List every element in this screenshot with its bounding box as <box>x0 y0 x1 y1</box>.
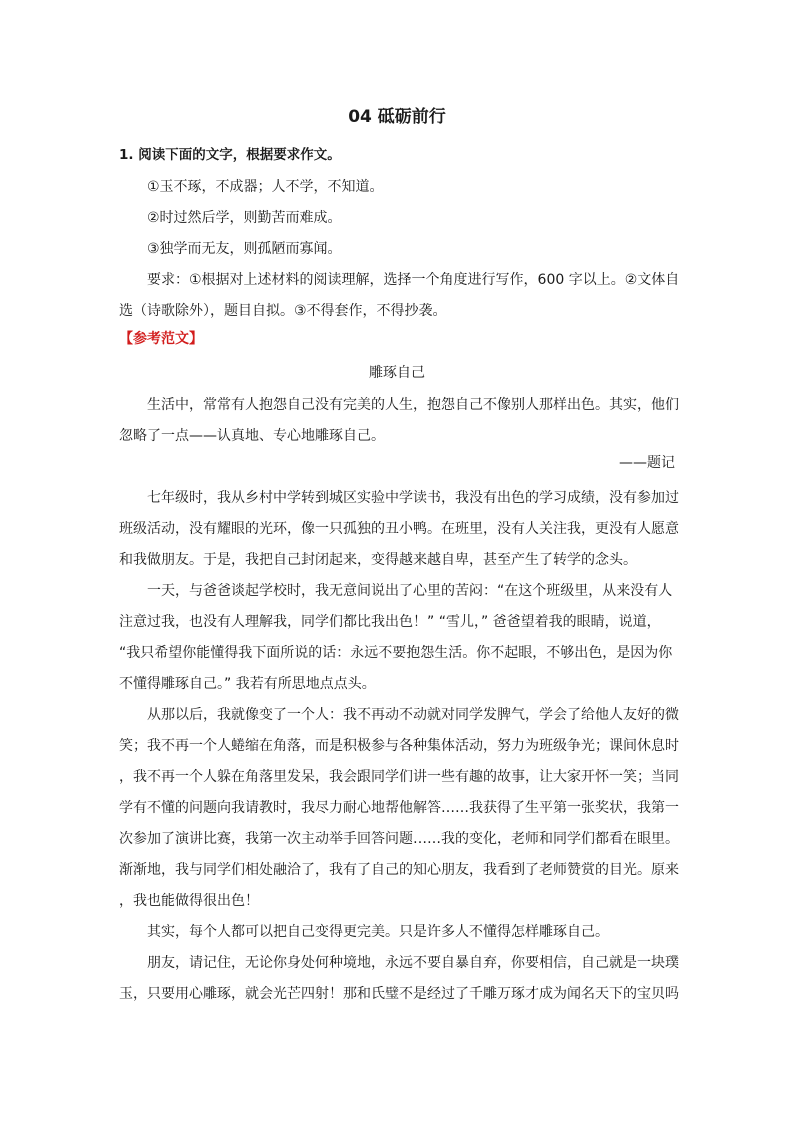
essay-paragraph-1 <box>119 483 679 576</box>
material-line: ③独学而无友，则孤陋而寡闻。 <box>147 241 342 257</box>
essay-line: 玉，只要用心雕琢，就会光芒四射！那和氏璧不是经过了千雕万琢才成为闻名天下的宝贝吗 <box>119 986 679 1002</box>
epigraph: ——题记 <box>619 455 675 471</box>
essay-line: 学有不懂的问题向我请教时，我尽力耐心地帮他解答……我获得了生平第一张奖状，我第一 <box>119 800 679 816</box>
essay-line: ，我不再一个人躲在角落里发呆，我会跟同学们讲一些有趣的故事，让大家开怀一笑；当同 <box>119 769 679 785</box>
essay-line: 忽略了一点——认真地、专心地雕琢自己。 <box>119 428 385 444</box>
essay-line: 渐渐地，我与同学们相处融洽了，我有了自己的知心朋友，我看到了老师赞赏的目光。原来 <box>119 862 679 878</box>
essay-line: 生活中，常常有人抱怨自己没有完美的人生，抱怨自己不像别人那样出色。其实，他们 <box>147 397 679 413</box>
requirement-line: 选（诗歌除外），题目自拟。③不得套作，不得抄袭。 <box>119 303 447 319</box>
requirements-block <box>119 265 680 327</box>
essay-paragraph-4 <box>119 917 675 948</box>
essay-line: 班级活动，没有耀眼的光环，像一只孤独的丑小鸭。在班里，没有人关注我，更没有人愿意 <box>119 521 679 537</box>
essay-line: “我只希望你能懂得我下面所说的话：永远不要抱怨生活。你不起眼，不够出色，是因为你 <box>119 645 673 661</box>
essay-paragraph-3 <box>119 700 679 917</box>
essay-line: 从那以后，我就像变了一个人：我不再动不动就对同学发脾气，学会了给他人友好的微 <box>147 707 679 723</box>
essay-line: 不懂得雕琢自己。” 我若有所思地点点头。 <box>119 676 376 692</box>
essay-paragraph-2 <box>119 576 675 700</box>
essay-line: 和我做朋友。于是，我把自己封闭起来，变得越来越自卑，甚至产生了转学的念头。 <box>119 552 637 568</box>
essay-line: ，我也能做得很出色！ <box>119 893 259 909</box>
page-title: 04 砥砺前行 <box>348 107 446 127</box>
essay-line: 七年级时，我从乡村中学转到城区实验中学读书，我没有出色的学习成绩，没有参加过 <box>147 490 679 506</box>
essay-title: 雕琢自己 <box>369 365 425 381</box>
essay-line: 笑；我不再一个人蜷缩在角落，而是积极参与各种集体活动，努力为班级争光；课间休息时 <box>119 738 679 754</box>
material-line: ②时过然后学，则勤苦而难成。 <box>147 210 342 226</box>
materials-block <box>119 172 675 265</box>
material-line: ①玉不琢，不成器；人不学，不知道。 <box>147 179 384 195</box>
essay-paragraph-5 <box>119 948 679 1010</box>
question-prompt: 1. 阅读下面的文字，根据要求作文。 <box>119 147 341 163</box>
essay-line: 次参加了演讲比赛，我第一次主动举手回答问题……我的变化，老师和同学们都看在眼里。 <box>119 831 679 847</box>
essay-line: 其实，每个人都可以把自己变得更完美。只是许多人不懂得怎样雕琢自己。 <box>147 924 609 940</box>
essay-line: 注意过我，也没有人理解我，同学们都比我出色！” “雪儿，” 爸爸望着我的眼睛，说道， <box>119 614 661 630</box>
essay-intro <box>119 390 679 452</box>
essay-line: 朋友，请记住，无论你身处何种境地，永远不要自暴自弃，你要相信，自己就是一块璞 <box>147 955 679 971</box>
requirement-line: 要求：①根据对上述材料的阅读理解，选择一个角度进行写作，600 字以上。②文体自 <box>147 272 680 288</box>
reference-label: 【参考范文】 <box>119 331 203 347</box>
essay-line: 一天，与爸爸谈起学校时，我无意间说出了心里的苦闷：“在这个班级里，从来没有人 <box>147 583 673 599</box>
